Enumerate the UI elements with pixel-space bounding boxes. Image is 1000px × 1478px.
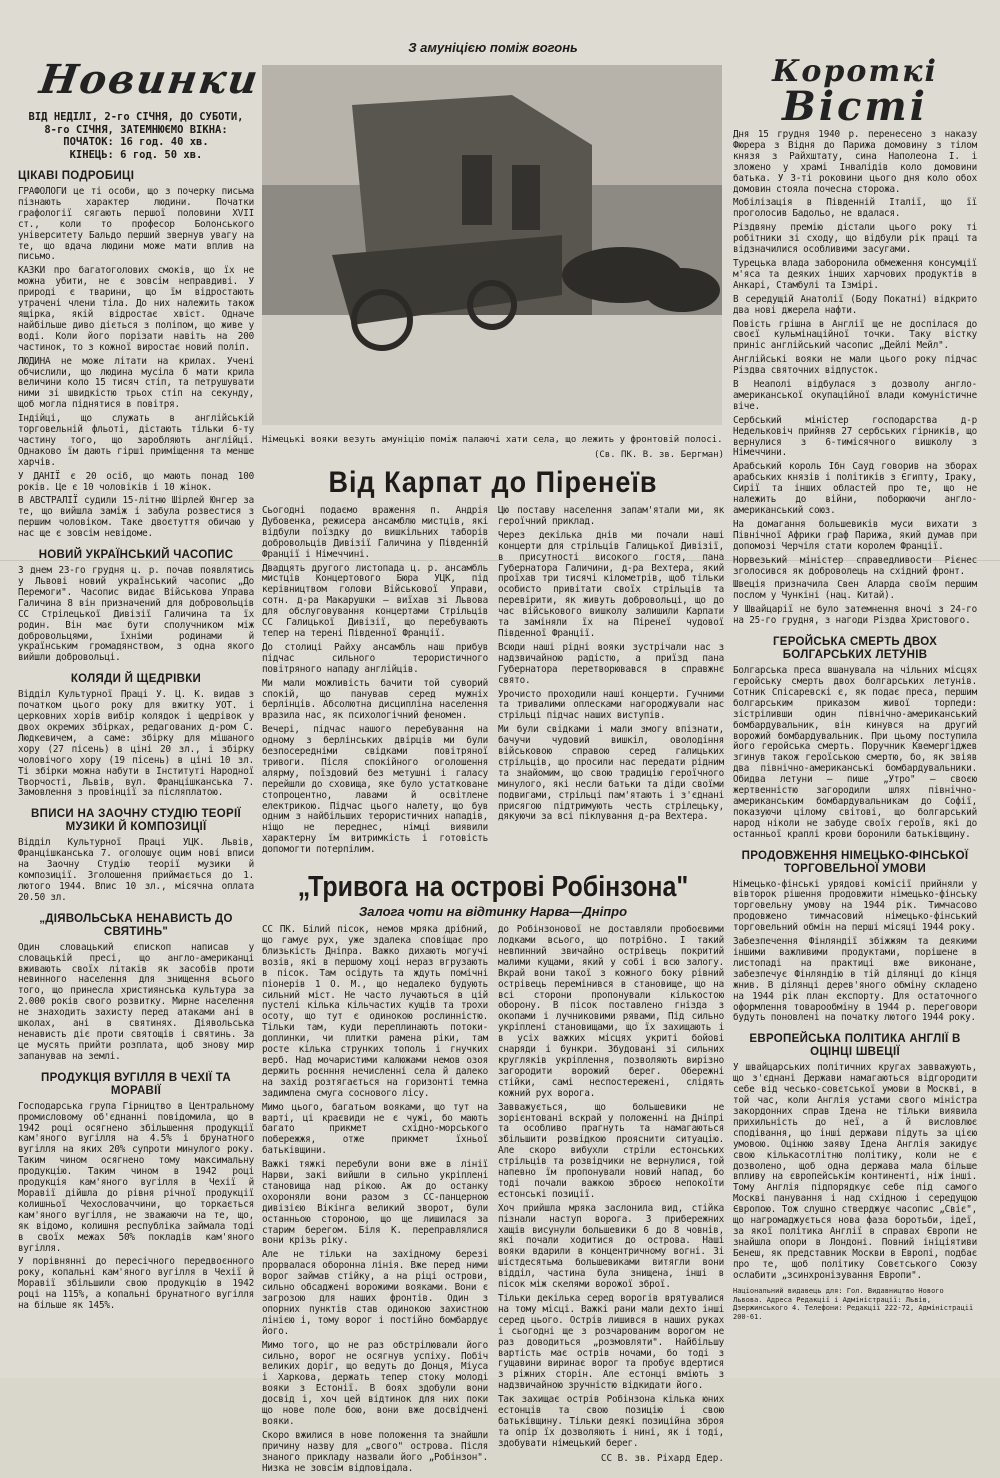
section-heading-devilish-hatred: „ДІЯВОЛЬСЬКА НЕНАВИСТЬ ДО СВЯТИНЬ" — [39, 912, 233, 938]
paragraph: Мимо того, що не раз обстрілювали його сильно, ворог не осягнув успіху. Побіч великих доріг, що ведуть до Донця, Міуса і Харкова, держать тепер стоку молоді вояки з Естонії. В боях здобули вони досвід і, хоч цей відтинок для них поки що нове поле бою, вони вже досвідчені вояки. — [262, 1339, 488, 1427]
paragraph: Урочисто проходили наші концерти. Гучними та тривалими оплесками нагороджували нас стрільці підчас наших виступів. — [498, 688, 724, 722]
paragraph: В АВСТРАЛІЇ судили 15-літню Шірлей Юнгер за те, що вийшла заміж і забула розвестися з першим чоловіком. Таке двоєтуття обичаю у нас ще є зовсім невідоме. — [18, 495, 254, 540]
paragraph: Господарська група Гірництво в Центральному промисловому об'єднанні повідомила, що в 1942 році осягнено збільшення продукції кам'яного вугілля на 4.5% і брунатного вугілля на яких 20% супроти минулого року. Таким чином осягнено тому максимальну продукцію. Таким чином в 1942 році продукція кам'яного вугілля в Чехії й Моравії дійшла до рівня річної продукції колишньої Чехословаччини, що торкається кам'яного вугілля, не зважаючи на те, що, як відомо, колишня республіка займала тоді в своїх межах 50% покладів кам'яного вугілля. — [18, 1100, 254, 1254]
center-column — [262, 40, 724, 1478]
photo-credit: (Св. ПК. В. зв. Бергман) — [593, 450, 724, 460]
article-body-robinson — [262, 925, 724, 1477]
paragraph: Німецько-фінські урядові комісії прийняли у вівторок рішення продовжити німецько-фінську торговельну умову на 1944 рік. Тимчасово продовжено тимчасовий німецько-фінський торговельний обмін на перші місяці 1944 року. — [733, 878, 977, 934]
novynky-masthead: Новинки — [36, 56, 263, 103]
news-item: Мобілізація в Південній Італії, що її проголосив Бадольо, не вдалася. — [733, 197, 977, 220]
paragraph: Один словацький єпископ написав у словацькій пресі, що англо-американці вживають своїх літаків як засобів проти невинного населення для знищення всього того, що принесла християнська культура за 2.000 років свого розвитку. Мирне населення не знаходить захисту перед атаками ані в школах, ані в святинях. Діявольська ненависть діє проти святощів і святинь. За це мусять прийти розплата, щоб знову мир запанував на землі. — [18, 941, 254, 1062]
paragraph: До столиці Райху ансамбль наш прибув підчас сильного терористичного повітряного нападу англійців. — [262, 641, 488, 675]
paragraph: Хоч прийшла мряка заслонила вид, стійка пізнали наступ ворога. З прибережних хащів висунули большевики 6 до 8 човнів, які почали ходитися до острова. Наші вояки вдарили в концентричному вогні. Зі шістдесятьма большевиками витягли вони відділ, частина була знищена, інші в пісок між скелями ворожої зброї. — [498, 1202, 724, 1291]
article-body-carpathians — [262, 506, 724, 859]
section-heading-music-studio: ВПИСИ НА ЗАОЧНУ СТУДІЮ ТЕОРІЇ МУЗИКИ Й КОМПОЗИЦІЇ — [31, 808, 241, 834]
news-item: В Неаполі відбулася з дозволу англо-американської окупаційної влади комуністичне віче. — [733, 379, 977, 412]
news-item: Повість грішна в Англії ще не доспілася до своєї кульмінаційної точки. Таку вістку приніс англійський часопис „Дейлі Мейл". — [733, 318, 977, 352]
article-headline-carpathians: Від Карпат до Піренеїв — [328, 465, 658, 499]
paragraph: Ми мали можливість бачити той суворий спокій, що панував серед мужніх берлінців. Абсолютна дисципліна населення вразила нас, як психологічний феномен. — [262, 677, 488, 722]
paragraph: Так захищає острів Робінзона кілька юних естонців та свою позицію і свою батьківщину. Тільки деякі позиційна зброя та опір їх дозволяють і нині, як і тоді, здобувати німецький берег. — [498, 1394, 724, 1449]
section-heading-bulgarian-pilots: ГЕРОЙСЬКА СМЕРТЬ ДВОХ БОЛГАРСЬКИХ ЛЕТУНІВ — [772, 636, 938, 662]
paragraph: ЛЮДИНА не може літати на крилах. Учені обчислили, що людина мусіла б мати крила величини коло 15 тисяч стіп, та петрушувати ними зі швидкістю трьох стіп на секунду, щоб могла піднятися в повітря. — [18, 355, 254, 411]
photo-caption: Німецькі вояки везуть амуніцію поміж палаючі хати села, що лежить у фронтовій полосі. — [262, 435, 723, 445]
section-heading-trade-agreement: ПРОДОВЖЕННЯ НІМЕЦЬКО-ФІНСЬКОЇ ТОРГОВЕЛЬНОЇ УМОВИ — [741, 849, 969, 875]
paragraph: Сьогодні подаємо враження п. Андрія Дубовенка, режисера ансамблю мистців, які відбули поїздку до вишкільних таборів добровольців Дивізії Галичина у Південній Франції і Німеччині. — [262, 505, 488, 560]
news-item: Швеція призначила Свен Аларда своїм першим послом у Чункіні (нац. Китай). — [733, 579, 977, 602]
paragraph: ГРАФОЛОГИ це ті особи, що з почерку письма пізнають характер людини. Початки графології сягають першої половини XVII ст., коли то професор Болонського університету Бальдо перший звернув увагу на те, що вдача людини може мати вплив на письмо. — [18, 186, 254, 263]
soldier-figure — [512, 165, 540, 230]
right-column — [733, 54, 977, 1321]
paragraph: Мимо цього, багатьом вояками, що тут на варті, ці краєвиди не є чужі, бо мають багато прикмет східно-морського побережжя, отже прикмет їхньої батьківщини. — [262, 1101, 488, 1157]
paragraph: Через декілька днів ми почали наші концерти для стрільців Галицької Дивізії, в присутності високого гостя, пана Губернатора Галичини, д-ра Вехтера, який проїхав три тисячі кілометрів, щоб тільки особисто привітати своїх стрільців та перевірити, як живуть добровольці, що до час військового вишколу залишили Карпати та заміняли їх на Піренеї чудової Південної Франції. — [498, 529, 724, 639]
news-item: Різдвяну премію дістали цього року ті робітники зі сходу, що відбули рік праці та відзначилися особливими засугами. — [733, 222, 977, 256]
paragraph: Відділ Культурної Праці У. Ц. К. видав з початком цього року для вжитку УОТ. і церковних хорів вибір колядок і щедрівок у двох окремих збірках, редагованих д-ром С. Людкевичем, а саме: збірку для мішаного хору (27 пісень) в ціні 20 зл., і збірку чоловічого хору (19 пісень) в ціні 10 зл. Ті збірки можна набути в Інституті Народної Творчості, Львів, вул. Францішканська 7. Замовлення з провінції за післяплатою. — [18, 689, 254, 799]
paragraph: до Робінзонової не доставляли пробоєвими лодками всього, що потрібно. І такий невпинний звичайно острівець покритий малими кущами, який у собі і всю залогу. Вкрай вони такої з кожного боку рівний острівець перемінився в становище, що на всі сторони пропонували кількостою оборону. В пісок поставлено гнізда з окопами і лучниковими рявами, Під сильно укріплені становищами, що їх захищають і в усіх важких місцях укриті бойові снаряди і бункри. Збудовані зі сильних кругляків укріплення, позволяють вирізно загородити ворожий берег. Обережні стійки, самі неспостережені, слідять кожний рух ворога. — [498, 924, 724, 1099]
article-headline-robinson: „Тривога на острові Робінзона" — [297, 870, 689, 904]
paragraph: Індійці, що служать в англійській торговельній фльоті, дістають тільки 6-ту частину того, що заробляють англійці. Однаково їм дають гірші приміщення та менше харчів. — [18, 413, 254, 468]
article-signature: СС В. зв. Ріхард Едер. — [600, 1452, 724, 1464]
paragraph: Двадцять другого листопада ц. р. ансамбль мистців Концертового Бюра УЦК, під керівництвом голови Військової Управи, сотн. д-ра Макарушки — виїхав зі Львова для обслуговування концертами Стрільців СС Галицької Дивізії, що перебувають тепер на терені Південної Франції. — [262, 562, 488, 639]
paragraph: Скоро вжилися в нове положення та знайшли причину назву для „свого" острова. Після знаного прикладу назвали його „Робінзон". Низка не зовсім відповідала. — [262, 1429, 488, 1474]
section-heading-carols: КОЛЯДИ Й ЩЕДРІВКИ — [70, 673, 202, 686]
paragraph: КАЗКИ про багатоголових смоків, що їх не можна убити, не є зовсім неправдиві. У природі є тварини, що їм відростають утрачені члени тіла. До них належить також ящірка, якій відростає хвіст. Одначе найбільше диво діється з поліпом, що живе у воді. Коли його порізати навіть на 200 частинок, то з кожної виростає новий поліп. — [18, 265, 254, 353]
photo-headline: З амуніцією поміж вогонь — [408, 40, 578, 55]
news-item: Турецька влада заборонила обмеження консумції м'яса та деяких інших харчових продуктів в Анкарі, Стамбулі та Ізмірі. — [733, 257, 977, 291]
news-item: Арабський король Ібн Сауд говорив на зборах арабських князів і політиків з Єгипту, Іраку, Сирії та інших областей про те, що не належить до війни, поборюючи англо-американський союз. — [733, 461, 977, 516]
section-heading-english-policy: ЕВРОПЕЙСЬКА ПОЛІТИКА АНГЛІЇ В ОЦІНЦІ ШВЕЦІЇ — [749, 1033, 961, 1059]
paragraph: Болгарська преса вшанувала на чільних місцях геройську смерть двох болгарських летунів. Сотник Спісаревскі є, як подає преса, першим болгарським приказом живої торпеди: зістріливши один північно-американський бомбардувальник, він кинувся на другий ворожий бомбардувальник. При цьому поступила його геройська смерть. Поручник Квемергіджев згинув також героїською смертю, бо, як звіяв два північно-американські бомбардувальники. Обидва летуни — пише „Утро" — своєю жертвенністю загородили шлях північно-американським бомбардувальникам до Софії, показуючи цілому світові, що болгарський народ ніколи не забуде своїх героїв, які до останньої краплі крови боронили батьківщину. — [733, 665, 977, 840]
paragraph: У порівнянні до пересічного передвоєнного року, копальні кам'яного вугілля в Чехії й Моравії збільшили свою продукцію в 1942 році на 115%, а копальні брунатного вугілля на більше як 145%. — [18, 1256, 254, 1312]
left-column — [18, 54, 263, 1315]
section-heading-new-newspaper: НОВИЙ УКРАЇНСЬКИЙ ЧАСОПИС — [38, 549, 234, 562]
paragraph: Забезпечення Фінляндії збіжжям та деякими іншими важливими продуктами, порішене в листопаді на практиці вже виконане, забезпечує Фінляндію в тій ділянці до кінця жнив. В ділянці дерев'яного обміну складено на 1944 рік план експорту. Для остаточного оформлення товарообміну в 1944 р. переговори будуть поновлені на початку лютого 1944 року. — [733, 936, 977, 1024]
paragraph: Відділ Культурної Праці УЦК. Львів, Францішканська 7. оголошує оцим нові вписи на Заочну Студію теорії музики й композиції. Зголошення приймається до 1. лютого 1944. Впис 10 зл., місячна оплата 20.50 зл. — [18, 837, 254, 903]
publisher-imprint: Національний видавець для: Гол. Видавництво Нового Львова. Адреса Редакції і Адміністрації: Львів, Дзержинського 4. Телефони: Редакції 222-72, Адміністрації 200-61. — [733, 1287, 974, 1321]
paragraph: СС ПК. Білий пісок, немов мряка дрібний, що гамує рух, уже здалека сповіщає про близькість Дніпра. Важко дихають могучі возів, які в першому хоці нераз вгрузають в пісок. Там осідуть та ждуть помічні піонерів 1 О. М., що недалеко будують сильний міст. Не часто лучаються в цій пустелі кілька кільчастих кущів та трохи осоту, що тут є одинокою рослинністю. Тільки там, куди переплинають потоки-доплинки, чи плитки рамена ріки, там росте кілька струнких тополь і гнучких верб. Над мочаристими калюжами немов озоя держить роєнння нечисленні села й далеко на захід розтягається на горизонті темна задимлена смуга соснового лісу. — [262, 924, 488, 1099]
article-subheadline-robinson: Залога чоти на відтинку Нарва—Дніпро — [358, 904, 628, 920]
paragraph: Завважується, що большевики не зорієнтовані вскрай у положенні на Дніпрі та особливо прагнуть та намагаються збільшити розвідкою прояснити ситуацію. Але скоро вибухли стріли естонських стрільців та розвідчики не вернулися, той напевно їм пропонували новий напад, бо тоді почали важкою зброєю непокоїти естонські позиції. — [498, 1101, 724, 1200]
paragraph: Ми були свідками і мали змогу впізнати, бачучи чудовий вишкіл, оволодіння військовою справою серед галицьких стрільців, що просили нас передати рідним та знайомим, що свою традицію героїчного минулого, які несли батьки та діди своїми подвигами, стрільці пам'ятають і з'єднані присягою підтримують честь стрілецьку, дякуючи за всі піклування д-ра Вехтера. — [498, 724, 724, 823]
schedule-line: ВІД НЕДІЛІ, 2-го СІЧНЯ, ДО СУБОТИ, — [28, 111, 244, 123]
schedule-line: КІНЕЦЬ: 6 год. 50 хв. — [69, 148, 203, 161]
section-heading-coal-production: ПРОДУКЦІЯ ВУГІЛЛЯ В ЧЕХІЇ ТА МОРАВІЇ — [41, 1071, 231, 1097]
soldier-figure — [462, 155, 492, 225]
ammunition-wagon-photo — [262, 65, 722, 425]
paragraph: Вечері, підчас нашого перебування на одному з берлінських двірців ми були безпосередніми свідками повітряної тривоги. Після спокійного оголошення алярму, поїздовий без метушні і галасу перейшли до сховища, яке було устатковане стопроцентно, лавами й освітлене електрикою. Підчас цього налету, що був одним з найбільших терористичних нападів, ніщо не переднес, німці виявили характерну їм витримкість і готовість допомогти потерпілим. — [262, 724, 488, 856]
paragraph: У швайцарських політичних кругах завважують, що з'єднані Держави намагаються відгородити себе від чесько-совєтської умови в Москві, в той час, коли Англія устами свого міністра закордонних справ Ідена не тільки виявила прихильність до неї, а й висловлює сподівання, що інші держави підуть за цією умовою. Оцінюю заяву Ідена Англія закидує свою кількасотлітню політику, коли не є дозволено, щоб одна держава мала більше впливу на європейськім континенті, ніж інші. Тому Англія підпорядкує себе під самого Москві панування і над східною і середущою Європою. Тож слушно стверджує часопис „Свіє", що нагромаджується нова фаза боротьби, ідеї, за якої політика Англії в справах Європи не знайшла опори в Лондоні. Повний ініціятиви Бенеш, як представник Москви в Европі, подбає про те, щоб політику Совєтського Союзу ослабити „зсинхронізування Европи". — [733, 1062, 977, 1281]
schedule-line: ПОЧАТОК: 16 год. 40 хв. — [63, 136, 209, 148]
paragraph: Але не тільки на західному березі прорвалася оборонна лінія. Вже перед ними ворог займав стійку, а на ріці острови, сильно обсаджені ворожими вояками. Вони є загрозою для наших фронтів. Один з опорних пунктів став одинокою захистною лінією і, тому ворог і постійно бомбардує його. — [262, 1249, 488, 1337]
blackout-schedule — [18, 111, 254, 161]
visti-masthead: Вісті — [782, 83, 928, 130]
horse-shape — [644, 268, 720, 312]
news-item: В середущій Анатолії (Боду Покатні) відкрито два нові джерела нафти. — [733, 293, 977, 316]
news-item: Дня 15 грудня 1940 р. перенесено з наказу Фюрера з Відня до Парижа домовину з тілом князя з Райхштату, сина Наполеона І. і зложено у храмі Інвалідів коло домовини батька. У 3-ті роковини цього дня коло обох домовин стояла почесна сторожа. — [733, 129, 977, 195]
paragraph: Тільки декілька серед ворогів врятувалися на тому місці. Важкі рани мали дехто інші серед цього. Острів лишився в наших руках і сьогодні ще з розчарованим ворогом не раз доводиться „розмовляти". Найбільшу вартість має острів ночами, бо тоді з гущавини виринає ворог та пробує вдертися з ріжних сторін. Але естонці вміють з надзвичайною зручністю відкидати його. — [498, 1293, 724, 1392]
korotki-masthead: Короткі — [772, 54, 938, 89]
news-item: У Швайцарії не було затемнення вночі з 24-го на 25-го грудня, з нагоди Різдва Христового. — [733, 604, 977, 627]
news-item: На домагання большевиків муси вихати з Північної Африки граф Парижа, який думав при допомозі Черчіля стати королем Франції. — [733, 518, 977, 552]
news-item: Норвезький міністер справедливости Рієнес зголосився як доброволець на східний фронт. — [733, 554, 977, 577]
snow-ground — [262, 315, 722, 425]
paragraph: У ДАНІЇ є 20 осіб, що мають понад 100 років. Це є 10 чоловіків і 10 жінок. — [18, 470, 254, 493]
news-item: Англійські вояки не мали цього року підчас Різдва святочних відпусток. — [733, 354, 977, 377]
paragraph: З днем 23-го грудня ц. р. почав появлятись у Львові новий український часопис „До Перемоги". Часопис видає Військова Управа Галичина 8 він призначений для добровольців СС Стрілецької Дивізії Галичина та їх родин. Він має бути сполучником між добровольцями, їхніми родинами й українським громадянством, з одна якого вийшли добровольці. — [18, 565, 254, 664]
news-item: Сербський міністер господарства д-р Недельковіч прийняв 27 сербських гірників, що вернулися з 6-тимісячного вишколу з Німеччини. — [733, 414, 977, 459]
paragraph: Цю поставу населення запам'ятали ми, як героїчний приклад. — [498, 505, 724, 527]
section-heading-curious-details: ЦІКАВІ ПОДРОБИЦІ — [18, 170, 135, 182]
paragraph: Всюди наші рідні вояки зустрічали нас з надзвичайною радістю, а приїзд пана Губернатора перетворювався в справжнє свято. — [498, 641, 724, 686]
schedule-line: 8-го СІЧНЯ, ЗАТЕМНЮЄМО ВІКНА: — [44, 123, 228, 136]
paragraph: Важкі тяжкі перебули вони вже в лінії Нарви, закі вийшли в сильно укріплені становища над рікою. Аж до останку охороняли вони разом з СС-панцерною дивізією Вікінга великий зворот, були останньою стороною, що ще лишилася за старим берегом. Біля К. переправлялися вони крізь ріку. — [262, 1159, 488, 1247]
